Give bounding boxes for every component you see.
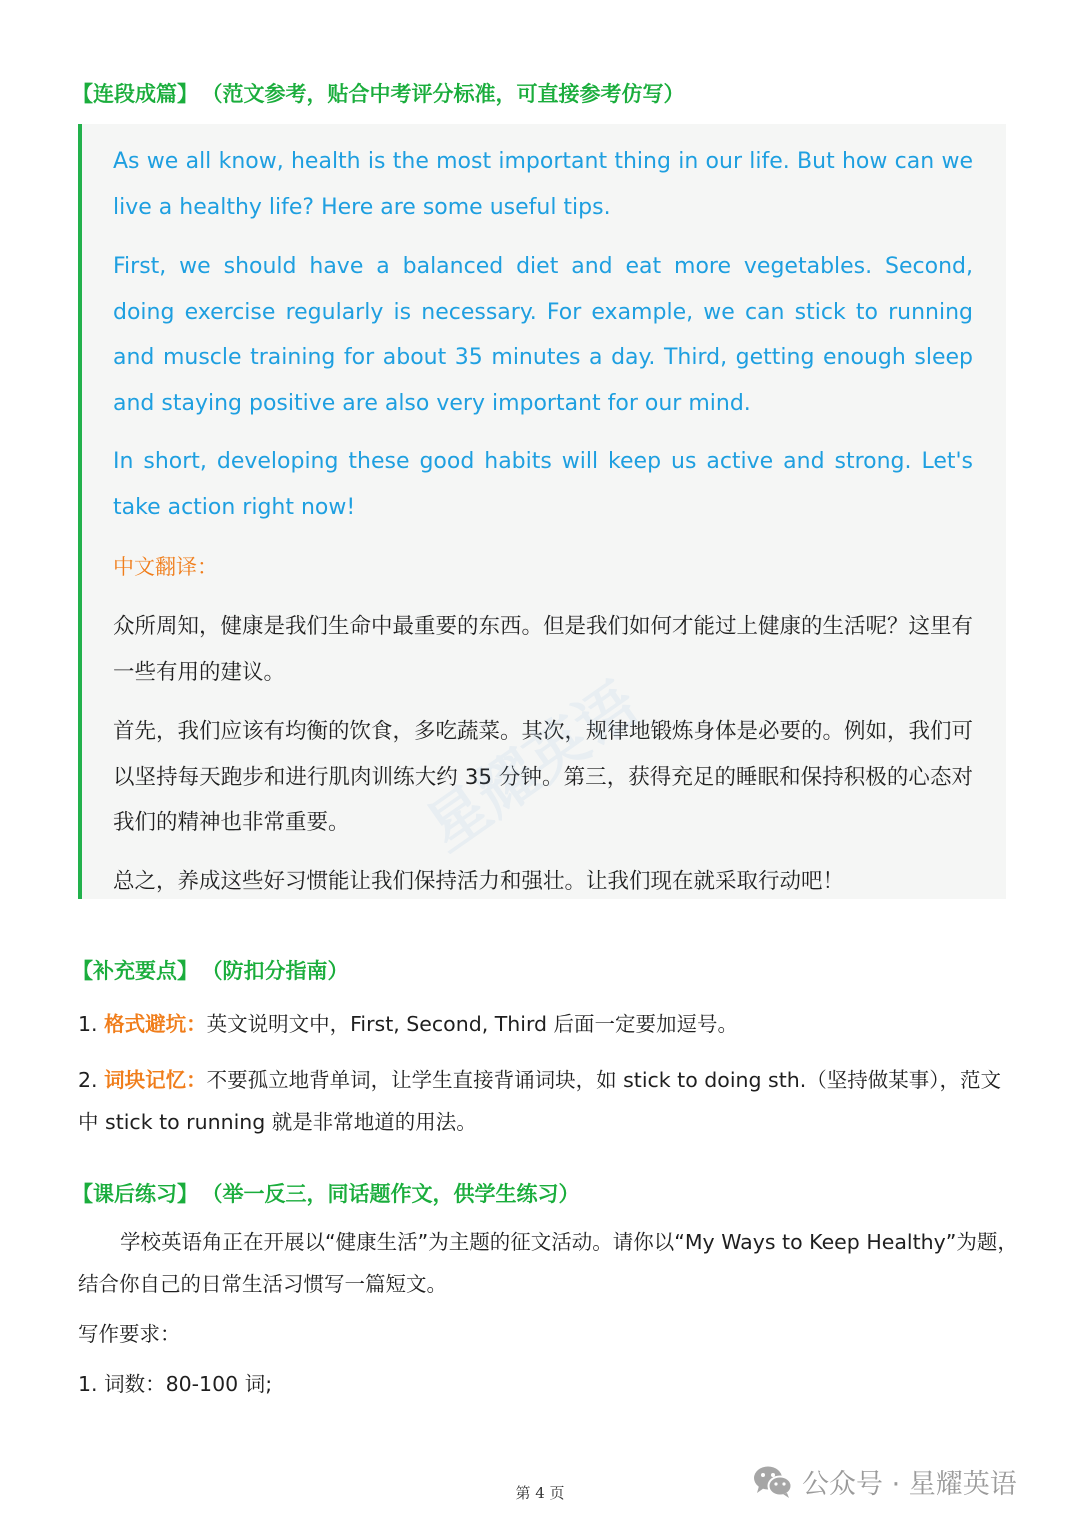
section-heading-sample-essay <box>72 78 685 108</box>
essay-paragraph-zh-1: 众所周知，健康是我们生命中最重要的东西。但是我们如何才能过上健康的生活呢？这里有一些有用的建议。 <box>113 614 974 685</box>
essay-paragraph-zh-2: 首先，我们应该有均衡的饮食，多吃蔬菜。其次，规律地锻炼身体是必要的。例如，我们可以坚持每天跑步和进行肌肉训练大约 35 分钟。第三，获得充足的睡眠和保持积极的心态对我们的精神也非常重要。 <box>113 719 974 835</box>
footer-brand <box>752 1462 1017 1501</box>
essay-paragraph-zh-3: 总之，养成这些好习惯能让我们保持活力和强壮。让我们现在就采取行动吧！ <box>113 869 845 894</box>
wechat-icon <box>752 1464 794 1500</box>
requirements-label: 写作要求： <box>78 1322 181 1346</box>
tip-keyword: 词块记忆： <box>104 1068 207 1092</box>
heading-note: （举一反三，同话题作文，供学生练习） <box>212 1182 580 1206</box>
page-number: 第 4 页 <box>515 1484 565 1502</box>
practice-prompt: 学校英语角正在开展以“健康生活”为主题的征文活动。请你以“My Ways to Keep Healthy”为题，结合你自己的日常生活习惯写一篇短文。 <box>78 1230 1018 1296</box>
heading-title: 【连段成篇】 <box>72 82 198 106</box>
essay-paragraph-en-3: In short, developing these good habits will keep us active and strong. Let's take action right now! <box>113 449 973 520</box>
tip-item-2 <box>78 1059 1008 1143</box>
heading-title: 【课后练习】 <box>72 1182 198 1206</box>
tip-text: 英文说明文中，First, Second, Third 后面一定要加逗号。 <box>206 1012 739 1036</box>
section-heading-tips <box>72 955 349 985</box>
heading-title: 【补充要点】 <box>72 959 198 983</box>
tip-number: 2. <box>78 1068 98 1092</box>
section-heading-practice <box>72 1178 580 1208</box>
tip-number: 1. <box>78 1012 98 1036</box>
heading-note: （范文参考，贴合中考评分标准，可直接参考仿写） <box>212 82 685 106</box>
heading-note: （防扣分指南） <box>212 959 349 983</box>
translation-label: 中文翻译： <box>113 555 218 579</box>
essay-paragraph-en-1: As we all know, health is the most important thing in our life. But how can we live a healthy life? Here are some useful tips. <box>113 149 973 220</box>
essay-paragraph-en-2: First, we should have a balanced diet and eat more vegetables. Second, doing exercise regularly is necessary. For example, we can stick to running and muscle training for about 35 minutes a day. Third, getting enough sleep and staying positive are also very important for our mind. <box>113 254 973 416</box>
tip-item-1 <box>78 1003 1008 1045</box>
requirement-item-1: 1. 词数：80-100 词; <box>78 1372 273 1396</box>
tip-keyword: 格式避坑： <box>104 1012 207 1036</box>
footer-brand-text: 公众号 · 星耀英语 <box>802 1469 1017 1500</box>
tip-text: 不要孤立地背单词，让学生直接背诵词块，如 stick to doing sth.（坚持做某事），范文中 stick to running 就是非常地道的用法。 <box>78 1068 1002 1134</box>
